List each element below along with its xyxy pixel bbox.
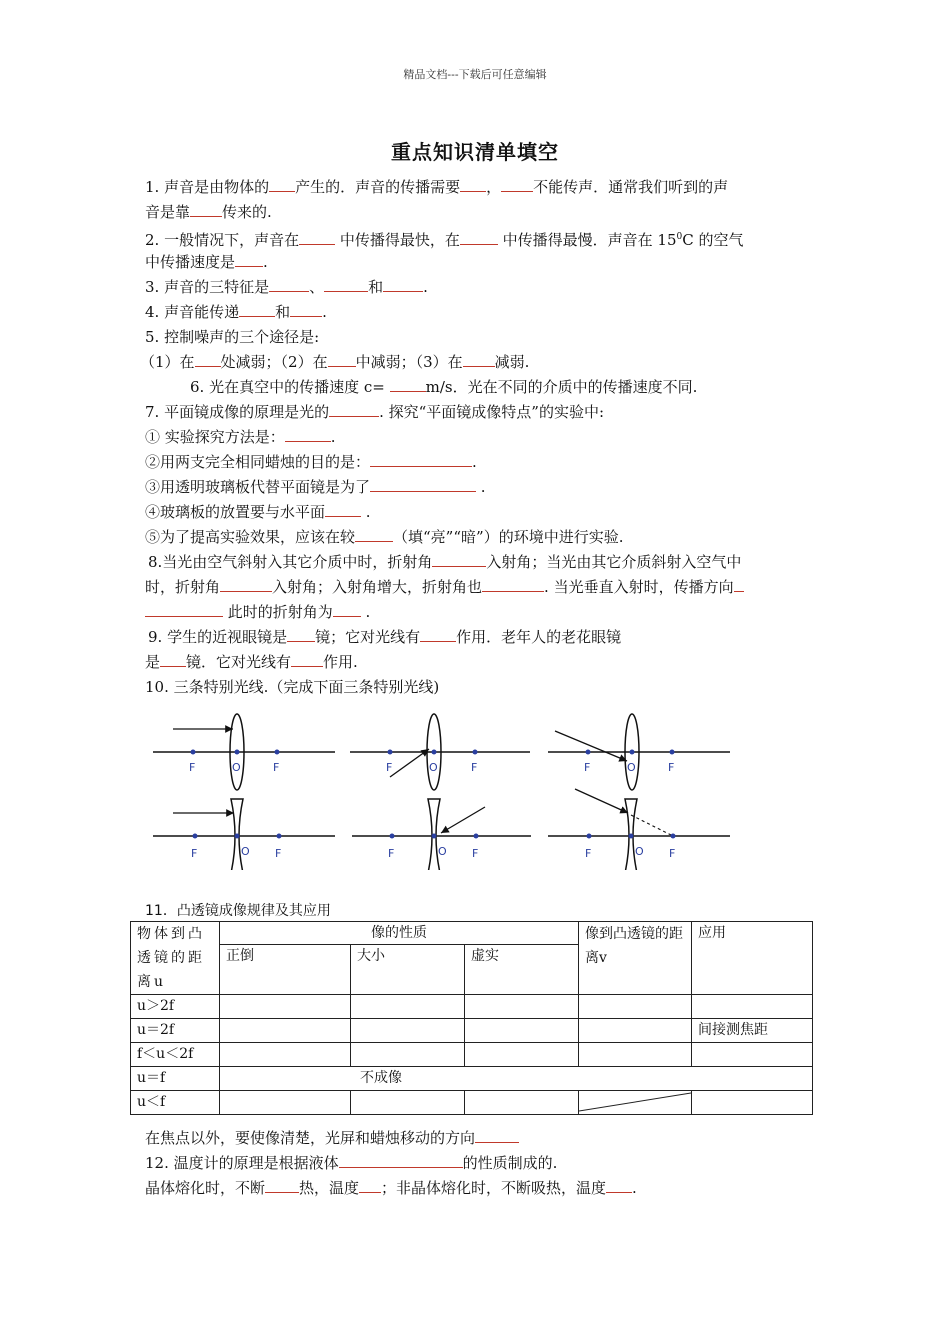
blank[interactable] [339, 1153, 463, 1168]
blank[interactable] [460, 177, 486, 192]
svg-text:O: O [627, 761, 636, 774]
header-size: 大小 [351, 945, 465, 995]
blank[interactable] [328, 352, 356, 367]
blank[interactable] [239, 302, 275, 317]
answer-cell[interactable] [465, 1019, 579, 1043]
blank[interactable] [355, 527, 393, 542]
blank[interactable] [482, 577, 544, 592]
blank[interactable] [220, 577, 272, 592]
answer-cell[interactable] [351, 1091, 465, 1115]
header-application: 应用 [692, 922, 813, 995]
answer-cell[interactable] [692, 995, 813, 1019]
page-title: 重点知识清单填空 [391, 140, 559, 164]
blank[interactable] [370, 477, 476, 492]
blank[interactable] [265, 1178, 299, 1193]
blank[interactable] [299, 230, 335, 245]
row-label: f＜u＜2f [131, 1043, 220, 1067]
svg-text:F: F [471, 761, 478, 774]
answer-cell[interactable] [220, 1091, 351, 1115]
table-row [131, 1043, 813, 1067]
svg-text:F: F [668, 761, 675, 774]
q6-line: 6. 光在真空中的传播速度 c= m/s．光在不同的介质中的传播速度不同. [190, 378, 698, 396]
q9-line1: 9. 学生的近视眼镜是 镜；它对光线有 作用．老年人的老花眼镜 [148, 628, 622, 646]
q10-line: 10. 三条特别光线.（完成下面三条特别光线) [145, 678, 440, 696]
header-image-distance-v: 像到凸透镜的距离v [579, 922, 692, 995]
q7c-line: ③用透明玻璃板代替平面镜是为了 . [145, 478, 486, 496]
answer-cell[interactable] [465, 1091, 579, 1115]
blank[interactable] [287, 627, 315, 642]
blank[interactable] [190, 202, 222, 217]
application-cell: 间接测焦距 [692, 1019, 813, 1043]
blank[interactable] [420, 627, 456, 642]
svg-text:F: F [584, 761, 591, 774]
blank[interactable] [475, 1128, 519, 1143]
row-label: u＜f [131, 1091, 220, 1115]
convex-diagram-3 [548, 714, 730, 790]
blank[interactable] [269, 277, 309, 292]
header-orientation: 正倒 [220, 945, 351, 995]
header-image-nature: 像的性质 [220, 922, 579, 945]
answer-cell[interactable] [351, 1019, 465, 1043]
blank[interactable] [325, 502, 361, 517]
answer-cell[interactable] [220, 1019, 351, 1043]
blank[interactable] [432, 552, 486, 567]
answer-cell[interactable] [220, 1043, 351, 1067]
q7d-line: ④玻璃板的放置要与水平面 . [145, 503, 371, 521]
header-real-virtual: 虚实 [465, 945, 579, 995]
svg-text:F: F [669, 847, 676, 860]
q1-line2: 音是靠 传来的. [145, 203, 272, 221]
svg-text:O: O [438, 845, 447, 858]
svg-text:F: F [386, 761, 393, 774]
q11-title: 11．凸透镜成像规律及其应用 [145, 903, 331, 919]
row-label: u＞2f [131, 995, 220, 1019]
blank[interactable] [195, 352, 221, 367]
q1-line1: 1. 声音是由物体的 产生的．声音的传播需要 ， 不能传声．通常我们听到的声 [145, 178, 729, 196]
svg-text:F: F [388, 847, 395, 860]
answer-cell[interactable] [351, 1043, 465, 1067]
q7a-line: ① 实验探究方法是： . [145, 428, 336, 446]
table-row [131, 995, 813, 1019]
q3-line: 3. 声音的三特征是 、 和 . [145, 278, 428, 296]
q4-line: 4. 声音能传递 和 . [145, 303, 327, 321]
lens-diagrams [145, 705, 745, 870]
blank[interactable] [370, 452, 472, 467]
q12-line1: 12. 温度计的原理是根据液体 的性质制成的. [145, 1154, 558, 1172]
blank[interactable] [359, 1178, 381, 1193]
answer-cell[interactable] [579, 1019, 692, 1043]
answer-cell[interactable] [220, 995, 351, 1019]
row-label: u＝2f [131, 1019, 220, 1043]
blank[interactable] [463, 352, 495, 367]
svg-text:F: F [275, 847, 282, 860]
blank[interactable] [390, 377, 426, 392]
diagonal-slash [579, 1091, 691, 1113]
table-row [131, 1067, 813, 1091]
blank[interactable] [285, 427, 331, 442]
lens-table [130, 921, 813, 1115]
convex-diagram-1 [153, 714, 335, 790]
table-row [131, 1019, 813, 1043]
q12-line2: 晶体熔化时，不断 热，温度 ；非晶体熔化时，不断吸热，温度 . [145, 1179, 637, 1197]
answer-cell[interactable] [579, 1043, 692, 1067]
blank[interactable] [324, 277, 368, 292]
blank[interactable] [734, 577, 744, 592]
blank[interactable] [329, 402, 379, 417]
blank[interactable] [160, 652, 186, 667]
concave-diagram-1 [153, 799, 335, 870]
answer-cell[interactable] [692, 1091, 813, 1115]
answer-cell[interactable] [465, 995, 579, 1019]
svg-text:F: F [273, 761, 280, 774]
svg-text:F: F [472, 847, 479, 860]
q7e-line: ⑤为了提高实验效果，应该在较 （填“亮”“暗”）的环境中进行实验. [145, 528, 624, 546]
blank[interactable] [383, 277, 423, 292]
q9-line2: 是 镜．它对光线有 作用. [145, 653, 358, 671]
q7b-line: ②用两支完全相同蜡烛的目的是： . [145, 453, 477, 471]
answer-cell[interactable] [579, 995, 692, 1019]
q8-line3: 此时的折射角为 . [145, 602, 370, 622]
q5-line: 5. 控制噪声的三个途径是: [145, 328, 320, 346]
concave-diagram-3 [548, 789, 730, 870]
q8-line1: 8.当光由空气斜射入其它介质中时，折射角 入射角；当光由其它介质斜射入空气中 [148, 553, 742, 571]
page-header: 精品文档---下载后可任意编辑 [403, 68, 547, 81]
after-table-line: 在焦点以外，要使像清楚，光屏和蜡烛移动的方向 [145, 1128, 519, 1148]
blank[interactable] [460, 230, 498, 245]
blank[interactable] [269, 177, 295, 192]
slashed-cell [579, 1091, 692, 1115]
no-image-cell: 不成像 [220, 1067, 813, 1091]
svg-text:O: O [232, 761, 241, 774]
q5-sub: （1）在 处减弱；（2）在 中减弱；（3）在 减弱. [140, 353, 530, 371]
q8-line2: 时，折射角 入射角；入射角增大，折射角也 . 当光垂直入射时，传播方向 [145, 577, 744, 597]
svg-text:F: F [585, 847, 592, 860]
blank[interactable] [501, 177, 533, 192]
table-row [131, 1091, 813, 1115]
svg-text:F: F [189, 761, 196, 774]
convex-diagram-2 [350, 714, 530, 790]
q2-line2: 中传播速度是 . [145, 253, 268, 271]
blank[interactable] [145, 602, 223, 617]
q7-line: 7. 平面镜成像的原理是光的 . 探究“平面镜成像特点”的实验中: [145, 403, 605, 421]
blank[interactable] [235, 252, 263, 267]
answer-cell[interactable] [692, 1043, 813, 1067]
header-distance-u: 物体到凸透镜的距离u [131, 922, 220, 995]
svg-text:O: O [429, 761, 438, 774]
blank[interactable] [291, 652, 323, 667]
q2-line1: 2. 一般情况下，声音在 中传播得最快，在 中传播得最慢．声音在 $15^0C$ 的空气 [145, 231, 744, 249]
answer-cell[interactable] [465, 1043, 579, 1067]
svg-text:O: O [241, 845, 250, 858]
answer-cell[interactable] [351, 995, 465, 1019]
svg-text:O: O [635, 845, 644, 858]
concave-diagram-2 [352, 799, 531, 870]
blank[interactable] [290, 302, 322, 317]
svg-text:F: F [191, 847, 198, 860]
row-label: u＝f [131, 1067, 220, 1091]
blank[interactable] [333, 602, 361, 617]
blank[interactable] [606, 1178, 632, 1193]
